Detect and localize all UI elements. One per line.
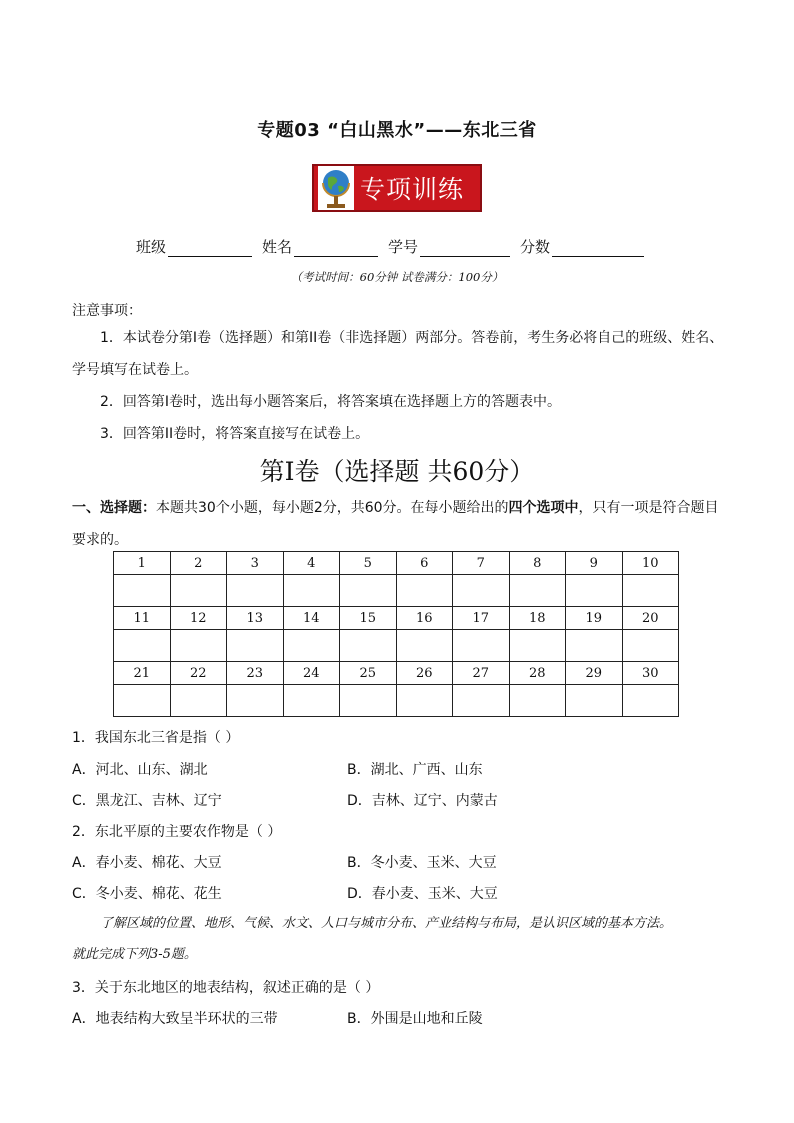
answer-input-cell[interactable] — [227, 575, 284, 607]
option-1a[interactable]: A．河北、山东、湖北 — [72, 762, 208, 778]
answer-input-cell[interactable] — [340, 575, 397, 607]
score-label: 分数 — [520, 238, 551, 256]
answer-number-cell: 27 — [453, 662, 510, 685]
answer-number-cell: 17 — [453, 607, 510, 630]
option-2c[interactable]: C．冬小麦、棉花、花生 — [72, 886, 222, 902]
answer-number-cell: 18 — [509, 607, 566, 630]
answer-input-cell[interactable] — [453, 685, 510, 717]
answer-box-row — [114, 630, 679, 662]
answer-number-cell: 25 — [340, 662, 397, 685]
passage-line-2: 就此完成下列3-5题。 — [72, 947, 197, 962]
answer-input-cell[interactable] — [622, 630, 679, 662]
answer-number-row — [114, 607, 679, 630]
answer-input-cell[interactable] — [396, 575, 453, 607]
answer-number-cell: 23 — [227, 662, 284, 685]
answer-input-cell[interactable] — [509, 685, 566, 717]
answer-input-cell[interactable] — [283, 575, 340, 607]
option-3a[interactable]: A．地表结构大致呈半环状的三带 — [72, 1011, 278, 1027]
answer-input-cell[interactable] — [170, 575, 227, 607]
banner-label: 专项训练 — [360, 175, 465, 204]
answer-number-cell: 4 — [283, 552, 340, 575]
answer-number-cell: 16 — [396, 607, 453, 630]
answer-number-row — [114, 662, 679, 685]
answer-number-cell: 3 — [227, 552, 284, 575]
answer-input-cell[interactable] — [227, 630, 284, 662]
question-2: 2．东北平原的主要农作物是（ ） — [72, 824, 282, 840]
section-title: 第I卷（选择题 共60分） — [259, 457, 535, 486]
answer-input-cell[interactable] — [114, 630, 171, 662]
page-title: 专题03 “白山黑水”——东北三省 — [257, 120, 537, 141]
section-emphasis: 四个选项中 — [508, 500, 579, 516]
class-field — [136, 236, 252, 257]
answer-number-cell: 19 — [566, 607, 623, 630]
score-blank[interactable] — [552, 242, 644, 257]
answer-input-cell[interactable] — [170, 685, 227, 717]
answer-box-row — [114, 575, 679, 607]
answer-number-cell: 8 — [509, 552, 566, 575]
answer-number-cell: 28 — [509, 662, 566, 685]
answer-input-cell[interactable] — [622, 685, 679, 717]
note-text: 1．本试卷分第I卷（选择题）和第II卷（非选择题）两部分。答卷前，考生务必将自己的班级、姓名、学号填写在试卷上。 — [72, 330, 724, 378]
note-item — [72, 322, 732, 386]
answer-number-cell: 26 — [396, 662, 453, 685]
class-label: 班级 — [136, 238, 167, 256]
answer-number-cell: 24 — [283, 662, 340, 685]
answer-table — [113, 551, 679, 717]
answer-input-cell[interactable] — [566, 575, 623, 607]
answer-input-cell[interactable] — [283, 685, 340, 717]
name-blank[interactable] — [294, 242, 378, 257]
answer-input-cell[interactable] — [114, 685, 171, 717]
answer-number-cell: 5 — [340, 552, 397, 575]
section-lead: 一、选择题： — [72, 500, 156, 516]
answer-input-cell[interactable] — [340, 630, 397, 662]
answer-number-row — [114, 552, 679, 575]
note-item — [72, 418, 732, 450]
answer-number-cell: 15 — [340, 607, 397, 630]
answer-number-cell: 11 — [114, 607, 171, 630]
globe-icon — [318, 166, 354, 210]
name-field — [262, 236, 378, 257]
answer-number-cell: 9 — [566, 552, 623, 575]
section-intro — [72, 492, 732, 556]
question-3: 3．关于东北地区的地表结构，叙述正确的是（ ） — [72, 980, 380, 996]
section-text: 本题共30个小题，每小题2分，共60分。在每小题给出的 — [156, 500, 509, 516]
answer-number-cell: 7 — [453, 552, 510, 575]
answer-box-row — [114, 685, 679, 717]
id-label: 学号 — [388, 238, 419, 256]
special-training-banner — [312, 164, 482, 212]
answer-input-cell[interactable] — [453, 630, 510, 662]
note-item — [72, 386, 732, 418]
question-1: 1．我国东北三省是指（ ） — [72, 730, 240, 746]
name-label: 姓名 — [262, 238, 293, 256]
answer-number-cell: 21 — [114, 662, 171, 685]
student-info-line — [136, 236, 654, 257]
answer-input-cell[interactable] — [566, 630, 623, 662]
class-blank[interactable] — [168, 242, 252, 257]
option-2a[interactable]: A．春小麦、棉花、大豆 — [72, 855, 222, 871]
answer-number-cell: 29 — [566, 662, 623, 685]
answer-input-cell[interactable] — [227, 685, 284, 717]
answer-number-cell: 6 — [396, 552, 453, 575]
id-field — [388, 236, 510, 257]
answer-input-cell[interactable] — [170, 630, 227, 662]
answer-input-cell[interactable] — [114, 575, 171, 607]
answer-input-cell[interactable] — [396, 685, 453, 717]
section-tail: ，只有一项是符合题目要求的。 — [72, 500, 719, 548]
answer-number-cell: 20 — [622, 607, 679, 630]
score-field — [520, 236, 644, 257]
note-text: 2．回答第I卷时，选出每小题答案后，将答案填在选择题上方的答题表中。 — [100, 394, 562, 410]
notes-heading: 注意事项： — [72, 303, 142, 319]
answer-number-cell: 1 — [114, 552, 171, 575]
answer-input-cell[interactable] — [396, 630, 453, 662]
answer-number-cell: 30 — [622, 662, 679, 685]
option-2d[interactable]: D．春小麦、玉米、大豆 — [347, 886, 498, 902]
answer-input-cell[interactable] — [509, 630, 566, 662]
answer-input-cell[interactable] — [283, 630, 340, 662]
answer-number-cell: 14 — [283, 607, 340, 630]
answer-number-cell: 2 — [170, 552, 227, 575]
answer-number-cell: 10 — [622, 552, 679, 575]
answer-number-cell: 22 — [170, 662, 227, 685]
passage-line-1: 了解区域的位置、地形、气候、水文、人口与城市分布、产业结构与布局，是认识区域的基本方法。 — [100, 916, 673, 931]
answer-input-cell[interactable] — [340, 685, 397, 717]
answer-input-cell[interactable] — [566, 685, 623, 717]
option-1c[interactable]: C．黑龙江、吉林、辽宁 — [72, 793, 222, 809]
answer-number-cell: 12 — [170, 607, 227, 630]
exam-time: （考试时间：60分钟 试卷满分：100分） — [290, 270, 504, 284]
note-text: 3．回答第II卷时，将答案直接写在试卷上。 — [100, 426, 370, 442]
option-1d[interactable]: D．吉林、辽宁、内蒙古 — [347, 793, 498, 809]
option-1b[interactable]: B．湖北、广西、山东 — [347, 762, 483, 778]
option-3b[interactable]: B．外围是山地和丘陵 — [347, 1011, 483, 1027]
id-blank[interactable] — [420, 242, 510, 257]
answer-input-cell[interactable] — [622, 575, 679, 607]
answer-number-cell: 13 — [227, 607, 284, 630]
passage — [72, 908, 732, 970]
option-2b[interactable]: B．冬小麦、玉米、大豆 — [347, 855, 497, 871]
answer-input-cell[interactable] — [453, 575, 510, 607]
answer-input-cell[interactable] — [509, 575, 566, 607]
